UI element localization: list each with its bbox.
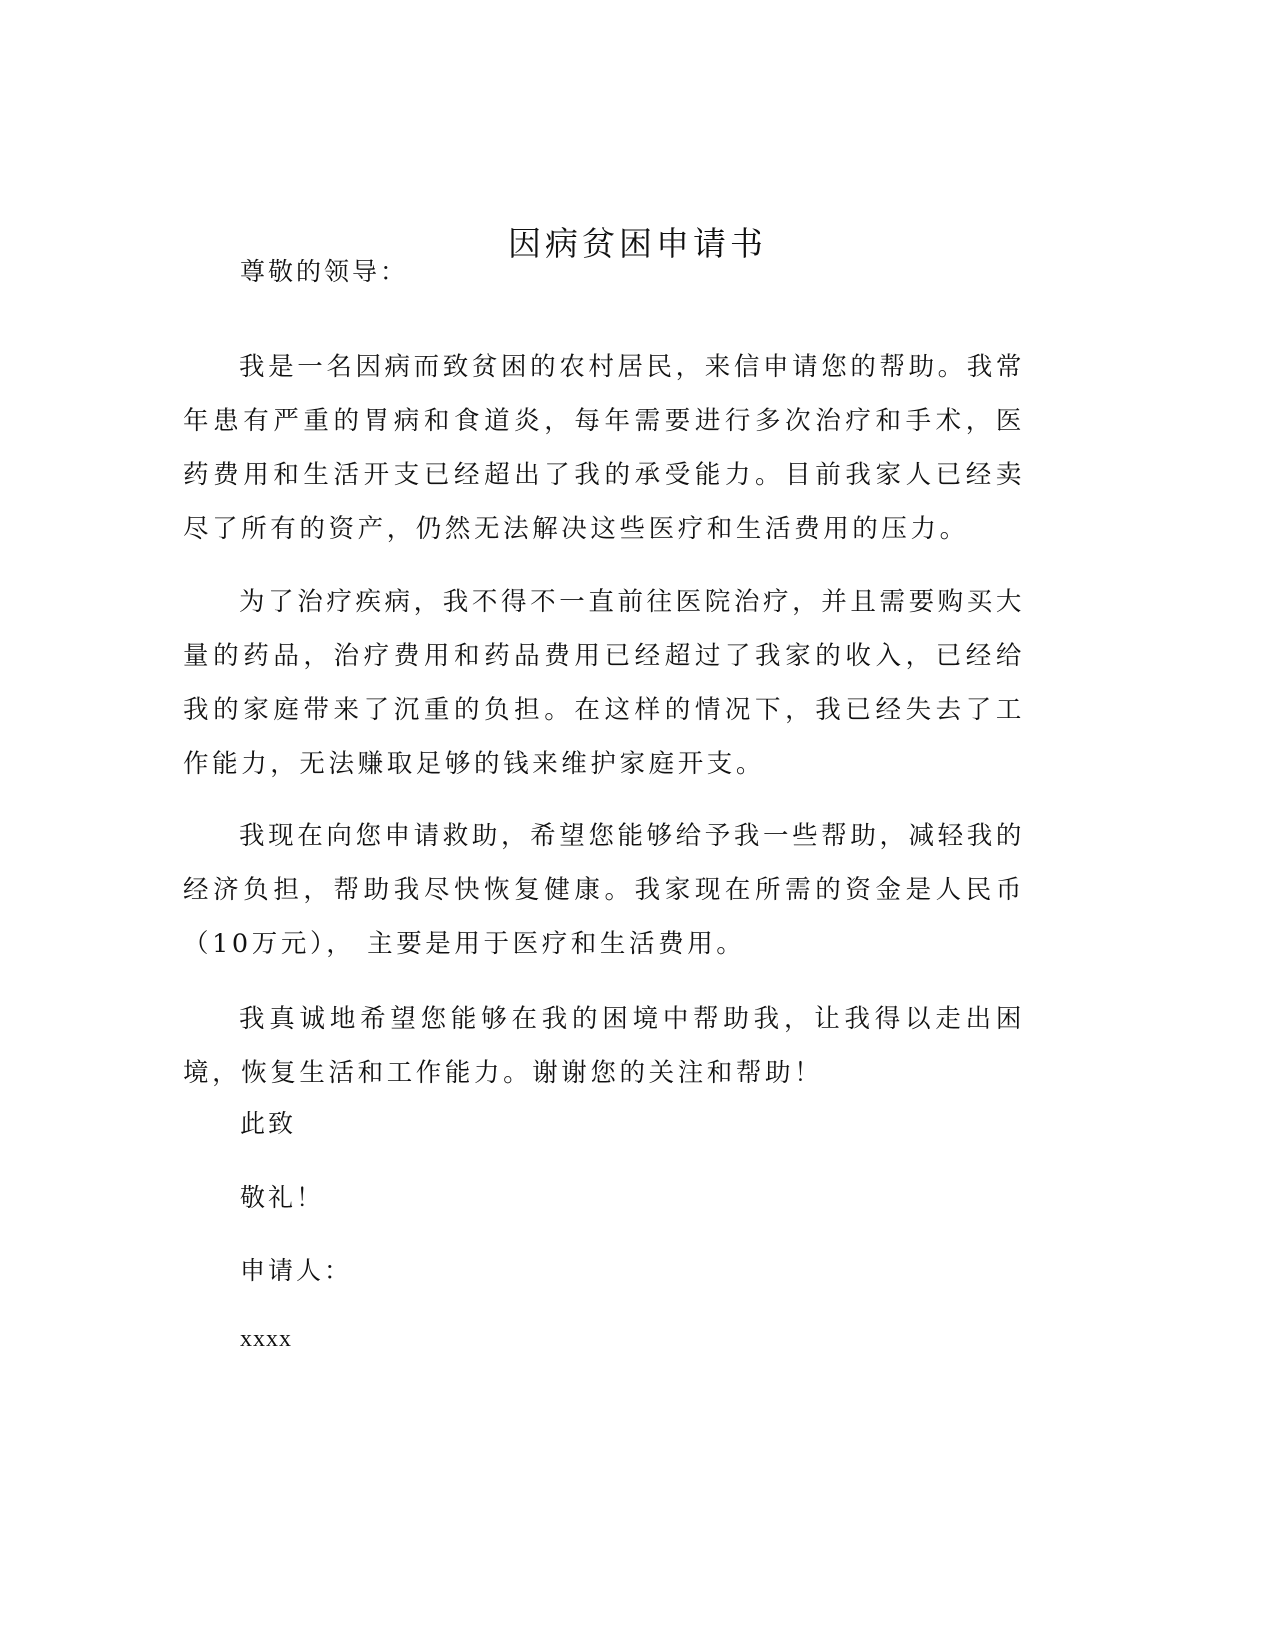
document-title: 因病贫困申请书 <box>508 224 767 264</box>
closing-line-2: 敬礼！ <box>240 1183 325 1212</box>
paragraph-3: 我现在向您申请救助，希望您能够给予我一些帮助，减轻我的经济负担，帮助我尽快恢复健康。我家现在所需的资金是人民币（10万元）， 主要是用于医疗和生活费用。 <box>183 820 1025 959</box>
closing-line-1: 此致 <box>240 1109 297 1138</box>
applicant-name: xxxx <box>240 1326 292 1352</box>
paragraph-2: 为了治疗疾病，我不得不一直前往医院治疗，并且需要购买大量的药品，治疗费用和药品费用已经超过了我家的收入，已经给我的家庭带来了沉重的负担。在这样的情况下，我已经失去了工作能力，无法赚取足够的钱来维护家庭开支。 <box>183 586 1025 779</box>
salutation: 尊敬的领导： <box>240 257 409 286</box>
paragraph-1: 我是一名因病而致贫困的农村居民，来信申请您的帮助。我常年患有严重的胃病和食道炎，每年需要进行多次治疗和手术，医药费用和生活开支已经超出了我的承受能力。目前我家人已经卖尽了所有的资产，仍然无法解决这些医疗和生活费用的压力。 <box>183 351 1025 544</box>
applicant-label: 申请人： <box>240 1256 353 1285</box>
paragraph-4: 我真诚地希望您能够在我的困境中帮助我，让我得以走出困境，恢复生活和工作能力。谢谢您的关注和帮助！ <box>183 1003 1025 1088</box>
